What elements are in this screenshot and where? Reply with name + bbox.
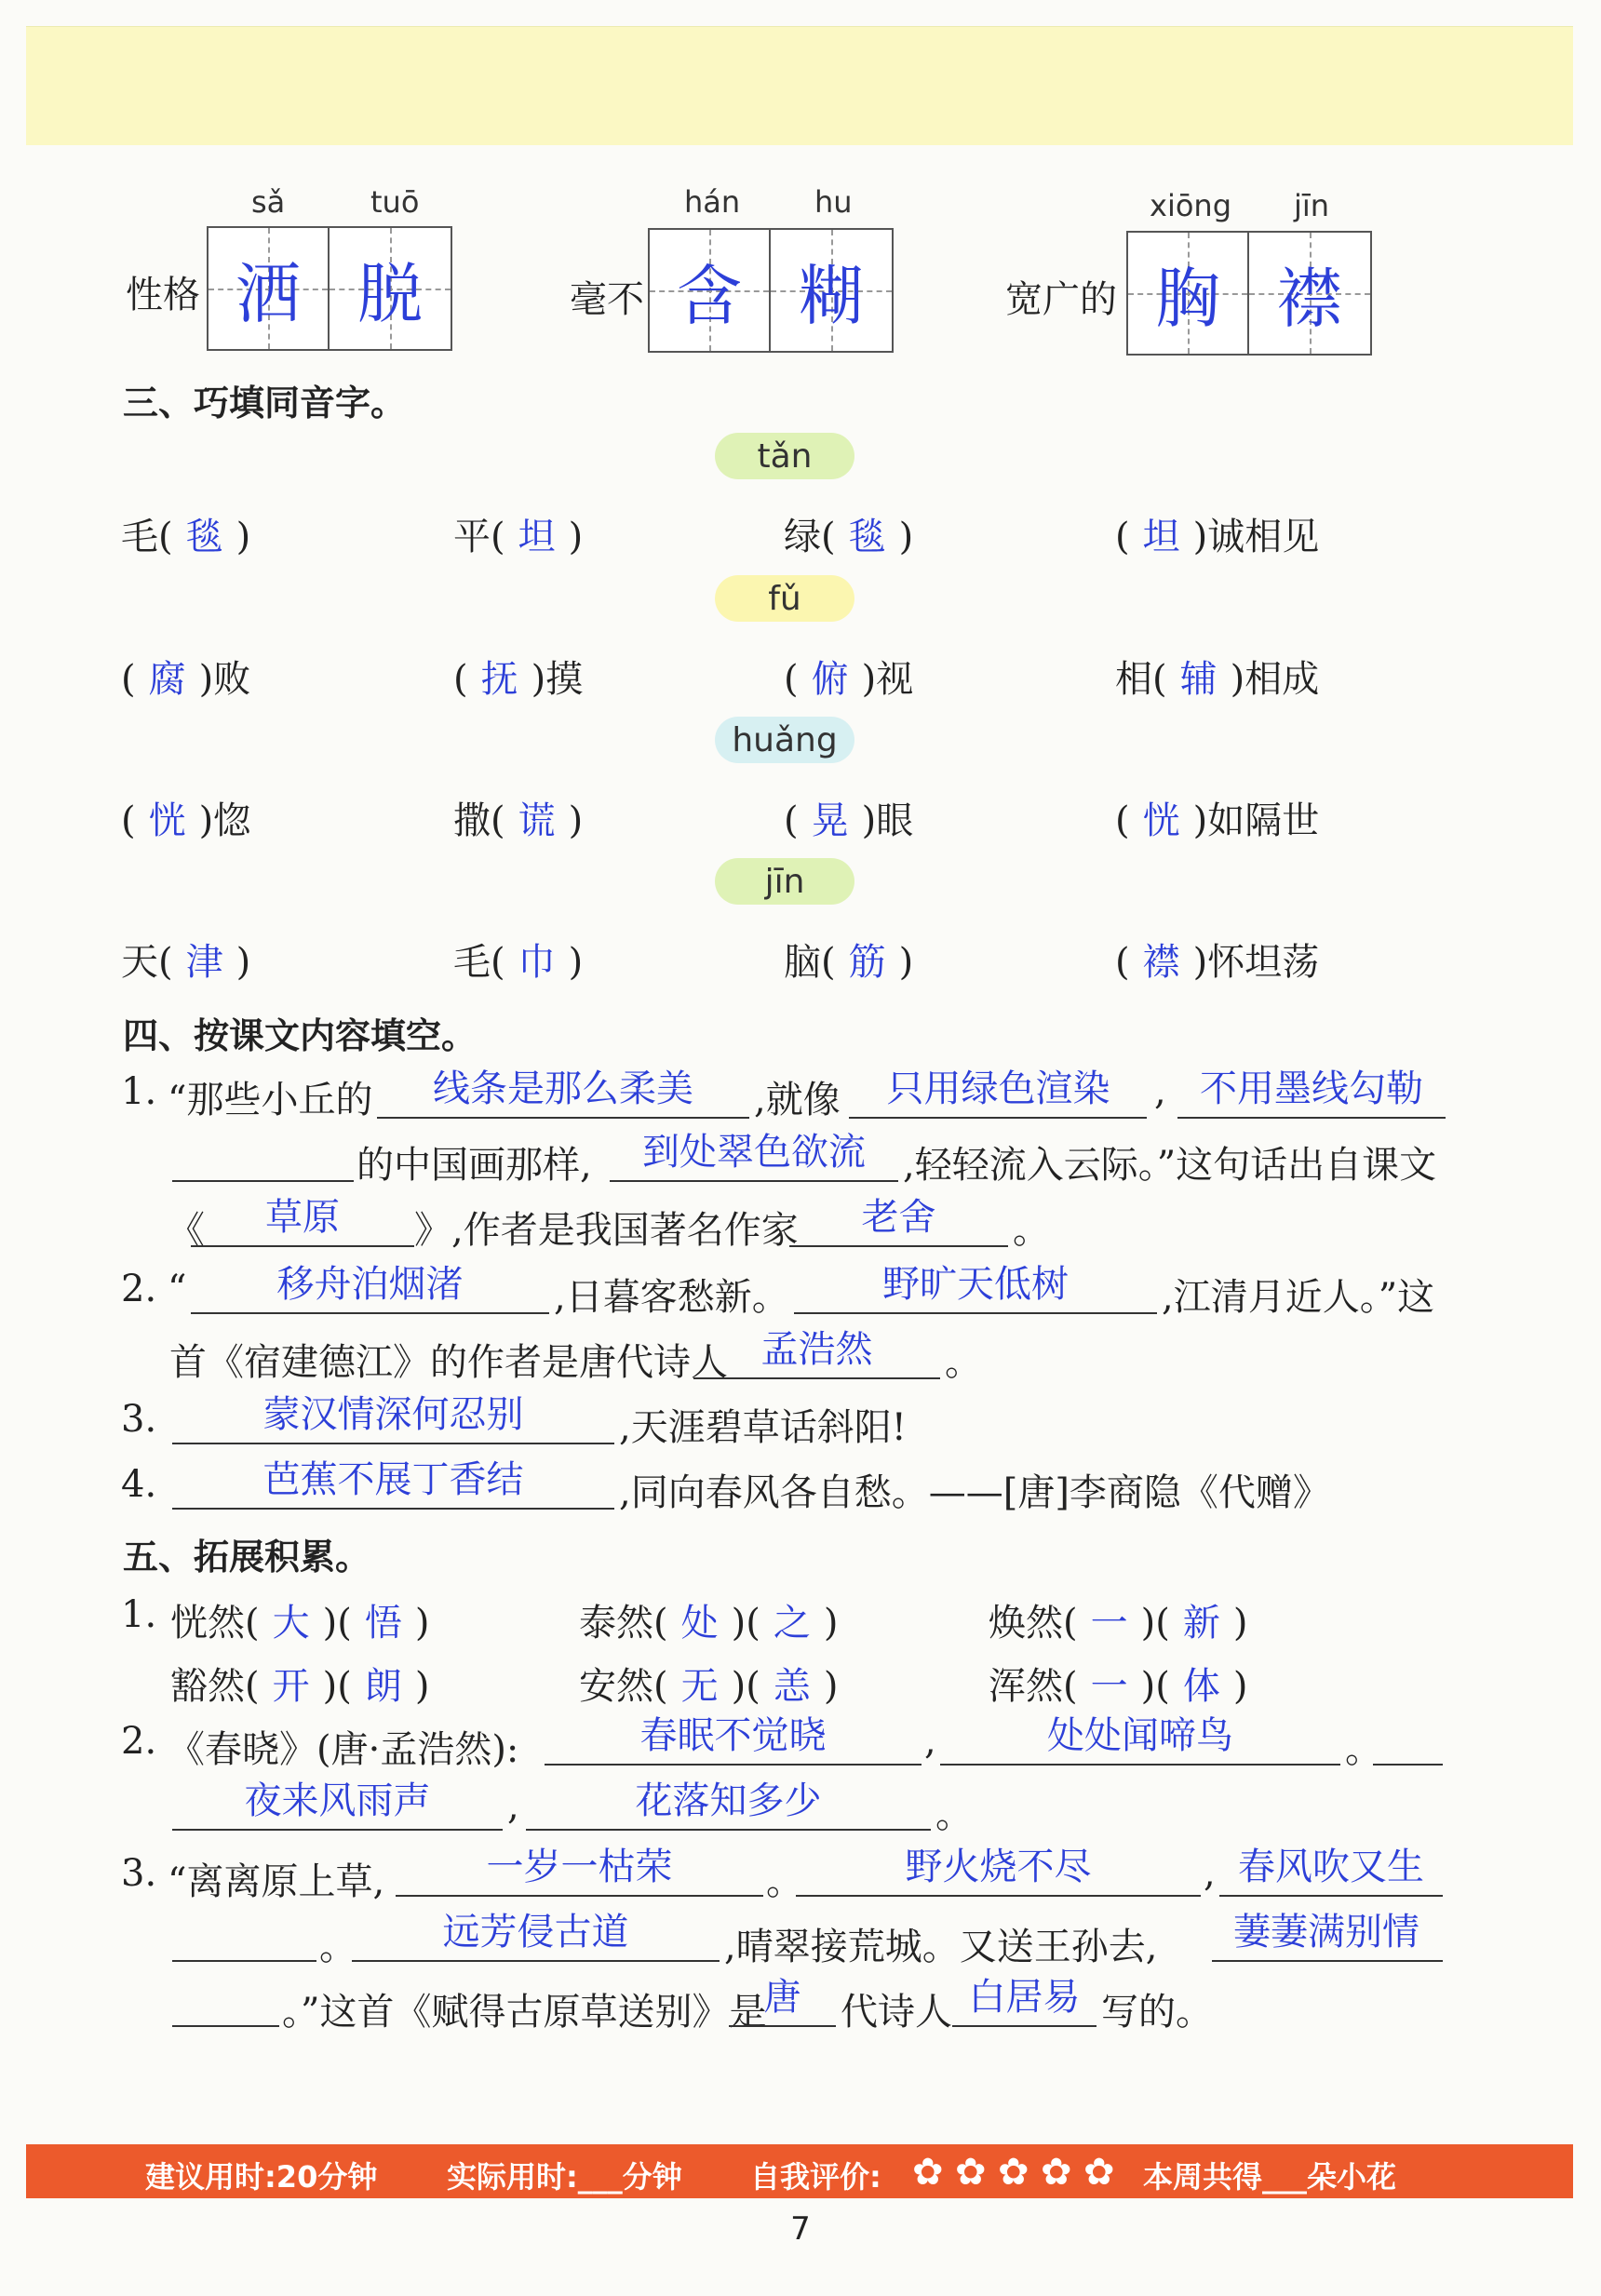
item-prefix: ( bbox=[1115, 516, 1130, 558]
idiom-answer: 新 bbox=[1182, 1602, 1220, 1645]
word3-pinyin-1: xiōng bbox=[1150, 188, 1231, 223]
char-cell: 脱 bbox=[330, 228, 451, 349]
q5-3-text-8: 写的。 bbox=[1101, 1991, 1213, 2034]
item-suffix: )视 bbox=[861, 658, 914, 701]
word2-pinyin-2: hu bbox=[814, 184, 853, 220]
item-suffix: )眼 bbox=[861, 799, 914, 842]
weekly-flowers: 本周共得___朵小花 bbox=[1143, 2159, 1397, 2195]
q4-2-text-3: ,江清月近人。”这 bbox=[1162, 1276, 1435, 1319]
idiom-item bbox=[170, 1657, 429, 1710]
paren: ( bbox=[1063, 1665, 1078, 1708]
answer-line bbox=[940, 1764, 1340, 1766]
q5-2-number: 2. bbox=[121, 1720, 157, 1763]
answer-text: 蒙汉情深何忍别 bbox=[262, 1393, 524, 1436]
answer-text: 野旷天低树 bbox=[882, 1263, 1069, 1306]
idiom-answer: 无 bbox=[680, 1665, 719, 1708]
q4-2-text-4: 首《宿建德江》的作者是唐代诗人 bbox=[169, 1341, 728, 1384]
item-suffix: )败 bbox=[198, 658, 251, 701]
page-number: 7 bbox=[790, 2210, 811, 2248]
item-prefix: 平( bbox=[453, 516, 505, 558]
item-suffix: )怀坦荡 bbox=[1192, 941, 1320, 984]
answer-line bbox=[396, 1895, 763, 1897]
answer-text: 芭蕉不展丁香结 bbox=[262, 1458, 524, 1501]
item-suffix: )摸 bbox=[531, 658, 584, 701]
item-prefix: 毛( bbox=[121, 516, 173, 558]
item-answer: 毯 bbox=[848, 516, 886, 558]
idiom-answer: 朗 bbox=[364, 1665, 402, 1708]
answer-line bbox=[377, 1117, 749, 1119]
q4-1-text-6: 《 bbox=[168, 1209, 205, 1252]
q4-1-text-1: “那些小丘的 bbox=[168, 1079, 373, 1121]
answer-text: 花落知多少 bbox=[635, 1779, 822, 1822]
q4-1-number: 1. bbox=[121, 1070, 157, 1113]
idiom-prefix: 浑然 bbox=[989, 1665, 1063, 1708]
word1-pinyin-1: sǎ bbox=[251, 184, 286, 220]
item-suffix: ) bbox=[568, 516, 584, 558]
paren: ) bbox=[823, 1602, 839, 1645]
homophone-item bbox=[453, 507, 583, 560]
paren: ( bbox=[653, 1665, 668, 1708]
idiom-prefix: 恍然 bbox=[170, 1602, 245, 1645]
answer-text: 唐 bbox=[763, 1976, 801, 2019]
item-answer: 恍 bbox=[148, 799, 186, 842]
item-suffix: )相成 bbox=[1230, 658, 1320, 701]
idiom-item bbox=[579, 1593, 838, 1646]
idiom-answer: 一 bbox=[1090, 1665, 1128, 1708]
answer-text: 白居易 bbox=[968, 1976, 1081, 2019]
word3-pinyin-2: jīn bbox=[1294, 188, 1330, 223]
item-answer: 津 bbox=[185, 941, 223, 984]
item-prefix: 绿( bbox=[784, 516, 836, 558]
char-cell: 洒 bbox=[209, 228, 330, 349]
flower-icon[interactable]: ✿ bbox=[998, 2151, 1029, 2194]
idiom-item bbox=[989, 1593, 1247, 1646]
q4-4-number: 4. bbox=[121, 1463, 157, 1506]
paren: ) bbox=[1232, 1665, 1248, 1708]
item-prefix: ( bbox=[453, 658, 468, 701]
idiom-prefix: 安然 bbox=[579, 1665, 653, 1708]
homophone-item bbox=[121, 933, 250, 986]
answer-text: 孟浩然 bbox=[760, 1328, 873, 1371]
item-prefix: 撒( bbox=[453, 799, 505, 842]
answer-line bbox=[526, 1829, 931, 1831]
answer-text: 移舟泊烟渚 bbox=[276, 1263, 464, 1306]
answer-line bbox=[172, 2025, 279, 2027]
answer-line bbox=[1177, 1117, 1446, 1119]
answer-line bbox=[172, 1180, 354, 1182]
pinyin-pill: fǔ bbox=[715, 575, 854, 622]
homophone-item bbox=[784, 791, 913, 844]
homophone-item bbox=[784, 650, 913, 703]
homophone-item bbox=[1115, 650, 1319, 703]
item-prefix: ( bbox=[1115, 941, 1130, 984]
answer-text: 只用绿色渲染 bbox=[886, 1067, 1110, 1110]
paren: )( bbox=[1140, 1665, 1170, 1708]
q5-2-text-5: 。 bbox=[935, 1793, 973, 1836]
item-suffix: ) bbox=[235, 516, 251, 558]
paren: )( bbox=[322, 1602, 352, 1645]
word2-pinyin-1: hán bbox=[684, 184, 741, 220]
word2-prefix: 毫不 bbox=[570, 278, 644, 321]
answer-line bbox=[191, 1245, 414, 1247]
idiom-item bbox=[989, 1657, 1247, 1710]
item-prefix: 脑( bbox=[784, 941, 836, 984]
paren: )( bbox=[731, 1665, 760, 1708]
homophone-item bbox=[1115, 933, 1319, 986]
item-suffix: )如隔世 bbox=[1192, 799, 1320, 842]
item-suffix: ) bbox=[235, 941, 251, 984]
paren: ) bbox=[414, 1665, 430, 1708]
q4-1-text-5: ,轻轻流入云际。”这句话出自课文 bbox=[903, 1144, 1437, 1187]
q5-3-text-1: “离离原上草, bbox=[168, 1860, 385, 1903]
homophone-item bbox=[121, 791, 250, 844]
homophone-item bbox=[784, 933, 913, 986]
answer-line bbox=[172, 1508, 614, 1510]
word3-prefix: 宽广的 bbox=[1005, 278, 1117, 321]
char-cell: 襟 bbox=[1249, 233, 1370, 354]
item-suffix: ) bbox=[898, 516, 914, 558]
answer-text: 一岁一枯荣 bbox=[486, 1846, 673, 1888]
item-suffix: ) bbox=[898, 941, 914, 984]
q4-1-text-4: 的中国画那样, bbox=[357, 1144, 592, 1187]
answer-line bbox=[789, 1245, 1008, 1247]
item-suffix: ) bbox=[568, 799, 584, 842]
paren: ( bbox=[245, 1665, 260, 1708]
item-prefix: 毛( bbox=[453, 941, 505, 984]
header-band bbox=[26, 26, 1573, 145]
homophone-item bbox=[1115, 791, 1319, 844]
q5-2-text-1: 《春晓》(唐·孟浩然): bbox=[168, 1728, 519, 1771]
item-answer: 晃 bbox=[811, 799, 849, 842]
answer-text: 萋萋满别情 bbox=[1233, 1911, 1419, 1954]
item-answer: 坦 bbox=[1142, 516, 1180, 558]
homophone-item bbox=[453, 791, 583, 844]
answer-text: 春眠不觉晓 bbox=[639, 1714, 827, 1757]
answer-line bbox=[191, 1312, 549, 1314]
flower-icon[interactable]: ✿ bbox=[955, 2151, 987, 2194]
answer-text: 野火烧不尽 bbox=[905, 1846, 1092, 1888]
self-eval-label: 自我评价: bbox=[750, 2159, 881, 2195]
answer-line bbox=[172, 1829, 503, 1831]
section3-heading: 三、巧填同音字。 bbox=[123, 383, 407, 423]
q5-3-number: 3. bbox=[121, 1852, 157, 1895]
footer-bar bbox=[26, 2144, 1573, 2198]
homophone-item bbox=[1115, 507, 1319, 560]
answer-text: 草原 bbox=[265, 1196, 340, 1239]
answer-line bbox=[794, 1312, 1157, 1314]
item-answer: 襟 bbox=[1142, 941, 1180, 984]
q4-2-text-5: 。 bbox=[945, 1341, 982, 1384]
answer-line bbox=[952, 2025, 1096, 2027]
idiom-answer: 体 bbox=[1182, 1665, 1220, 1708]
flower-icon[interactable]: ✿ bbox=[1041, 2151, 1072, 2194]
word3-char-grid bbox=[1126, 231, 1372, 356]
paren: ( bbox=[1063, 1602, 1078, 1645]
q4-4-text-1: ,同向春风各自愁。——[唐]李商隐《代赠》 bbox=[619, 1471, 1330, 1514]
idiom-answer: 处 bbox=[680, 1602, 719, 1645]
idiom-prefix: 焕然 bbox=[989, 1602, 1063, 1645]
item-prefix: ( bbox=[784, 658, 799, 701]
word1-char-grid bbox=[207, 226, 452, 351]
q4-1-text-2: ,就像 bbox=[754, 1079, 841, 1121]
answer-line bbox=[849, 1117, 1147, 1119]
q5-2-text-4: , bbox=[507, 1785, 519, 1828]
item-prefix: ( bbox=[121, 799, 136, 842]
pinyin-pill: huǎng bbox=[715, 717, 854, 763]
q5-3-text-6: 。”这首《赋得古原草送别》是 bbox=[282, 1991, 767, 2034]
item-prefix: 天( bbox=[121, 941, 173, 984]
paren: ( bbox=[245, 1602, 260, 1645]
q5-3-text-2: 。 bbox=[766, 1860, 803, 1903]
q5-3-text-3: , bbox=[1204, 1852, 1216, 1895]
q5-3-text-5: ,晴翠接荒城。又送王孙去, bbox=[724, 1926, 1158, 1968]
q4-1-text-8: 。 bbox=[1013, 1209, 1050, 1252]
answer-line bbox=[1373, 1764, 1443, 1766]
answer-line bbox=[352, 1960, 720, 1962]
word1-prefix: 性格 bbox=[126, 274, 200, 316]
homophone-item bbox=[453, 933, 583, 986]
homophone-item bbox=[784, 507, 913, 560]
idiom-answer: 开 bbox=[272, 1665, 310, 1708]
idiom-answer: 大 bbox=[272, 1602, 310, 1645]
paren: ) bbox=[1232, 1602, 1248, 1645]
item-answer: 恍 bbox=[1142, 799, 1180, 842]
char-cell: 糊 bbox=[771, 230, 892, 351]
item-answer: 谎 bbox=[518, 799, 556, 842]
paren: )( bbox=[731, 1602, 760, 1645]
answer-text: 春风吹又生 bbox=[1238, 1846, 1424, 1888]
answer-text: 线条是那么柔美 bbox=[433, 1067, 693, 1110]
idiom-answer: 恙 bbox=[773, 1665, 811, 1708]
paren: ) bbox=[414, 1602, 430, 1645]
flower-icon[interactable]: ✿ bbox=[912, 2151, 944, 2194]
section4-heading: 四、按课文内容填空。 bbox=[123, 1015, 478, 1056]
idiom-answer: 悟 bbox=[364, 1602, 402, 1645]
item-prefix: 相( bbox=[1115, 658, 1167, 701]
answer-text: 夜来风雨声 bbox=[244, 1779, 431, 1822]
answer-line bbox=[545, 1764, 922, 1766]
flower-icon[interactable]: ✿ bbox=[1083, 2151, 1115, 2194]
word2-char-grid bbox=[648, 228, 894, 353]
paren: ( bbox=[653, 1602, 668, 1645]
item-answer: 俯 bbox=[811, 658, 849, 701]
paren: ) bbox=[823, 1665, 839, 1708]
item-answer: 腐 bbox=[148, 658, 186, 701]
q5-3-text-4: 。 bbox=[319, 1926, 357, 1968]
item-suffix: ) bbox=[568, 941, 584, 984]
answer-text: 到处翠色欲流 bbox=[642, 1131, 866, 1174]
item-answer: 巾 bbox=[518, 941, 556, 984]
answer-line bbox=[1212, 1960, 1443, 1962]
item-suffix: )惚 bbox=[198, 799, 251, 842]
pinyin-pill: tǎn bbox=[715, 433, 854, 479]
answer-line bbox=[693, 1377, 940, 1379]
answer-line bbox=[610, 1180, 898, 1182]
item-suffix: )诚相见 bbox=[1192, 516, 1320, 558]
item-prefix: ( bbox=[784, 799, 799, 842]
q4-2-text-2: ,日暮客愁新。 bbox=[554, 1276, 789, 1319]
homophone-item bbox=[453, 650, 583, 703]
actual-time: 实际用时:___分钟 bbox=[447, 2159, 682, 2195]
item-answer: 毯 bbox=[185, 516, 223, 558]
q4-1-text-7: 》,作者是我国著名作家 bbox=[414, 1209, 799, 1252]
answer-text: 远芳侵古道 bbox=[442, 1911, 629, 1954]
q5-2-text-3: 。 bbox=[1345, 1728, 1382, 1771]
idiom-answer: 之 bbox=[773, 1602, 811, 1645]
idiom-item bbox=[579, 1657, 838, 1710]
paren: )( bbox=[322, 1665, 352, 1708]
answer-line bbox=[172, 1443, 614, 1444]
q4-2-text-1: “ bbox=[168, 1268, 187, 1310]
item-answer: 抚 bbox=[480, 658, 518, 701]
q4-3-text-1: ,天涯碧草话斜阳! bbox=[619, 1406, 907, 1449]
char-cell: 含 bbox=[650, 230, 771, 351]
section5-heading: 五、拓展积累。 bbox=[123, 1537, 371, 1578]
paren: )( bbox=[1140, 1602, 1170, 1645]
answer-text: 不用墨线勾勒 bbox=[1200, 1067, 1423, 1110]
pinyin-pill: jīn bbox=[715, 858, 854, 905]
answer-line bbox=[796, 1895, 1201, 1897]
idiom-prefix: 泰然 bbox=[579, 1602, 653, 1645]
idiom-item bbox=[170, 1593, 429, 1646]
char-cell: 胸 bbox=[1128, 233, 1249, 354]
homophone-item bbox=[121, 507, 250, 560]
answer-line bbox=[729, 2025, 836, 2027]
q4-1-text-3: , bbox=[1154, 1070, 1166, 1113]
q4-3-number: 3. bbox=[121, 1398, 157, 1441]
q5-1-number: 1. bbox=[121, 1593, 157, 1636]
item-answer: 辅 bbox=[1179, 658, 1218, 701]
word1-pinyin-2: tuō bbox=[370, 184, 420, 220]
item-prefix: ( bbox=[121, 658, 136, 701]
item-answer: 筋 bbox=[848, 941, 886, 984]
answer-line bbox=[172, 1960, 316, 1962]
q4-2-number: 2. bbox=[121, 1268, 157, 1310]
q5-3-text-7: 代诗人 bbox=[841, 1991, 952, 2034]
item-answer: 坦 bbox=[518, 516, 556, 558]
answer-text: 老舍 bbox=[861, 1196, 936, 1239]
q5-2-text-2: , bbox=[924, 1720, 936, 1763]
homophone-item bbox=[121, 650, 250, 703]
suggested-time: 建议用时:20分钟 bbox=[145, 2159, 378, 2195]
item-prefix: ( bbox=[1115, 799, 1130, 842]
answer-text: 处处闻啼鸟 bbox=[1047, 1714, 1233, 1757]
idiom-answer: 一 bbox=[1090, 1602, 1128, 1645]
answer-line bbox=[1219, 1895, 1443, 1897]
idiom-prefix: 豁然 bbox=[170, 1665, 245, 1708]
